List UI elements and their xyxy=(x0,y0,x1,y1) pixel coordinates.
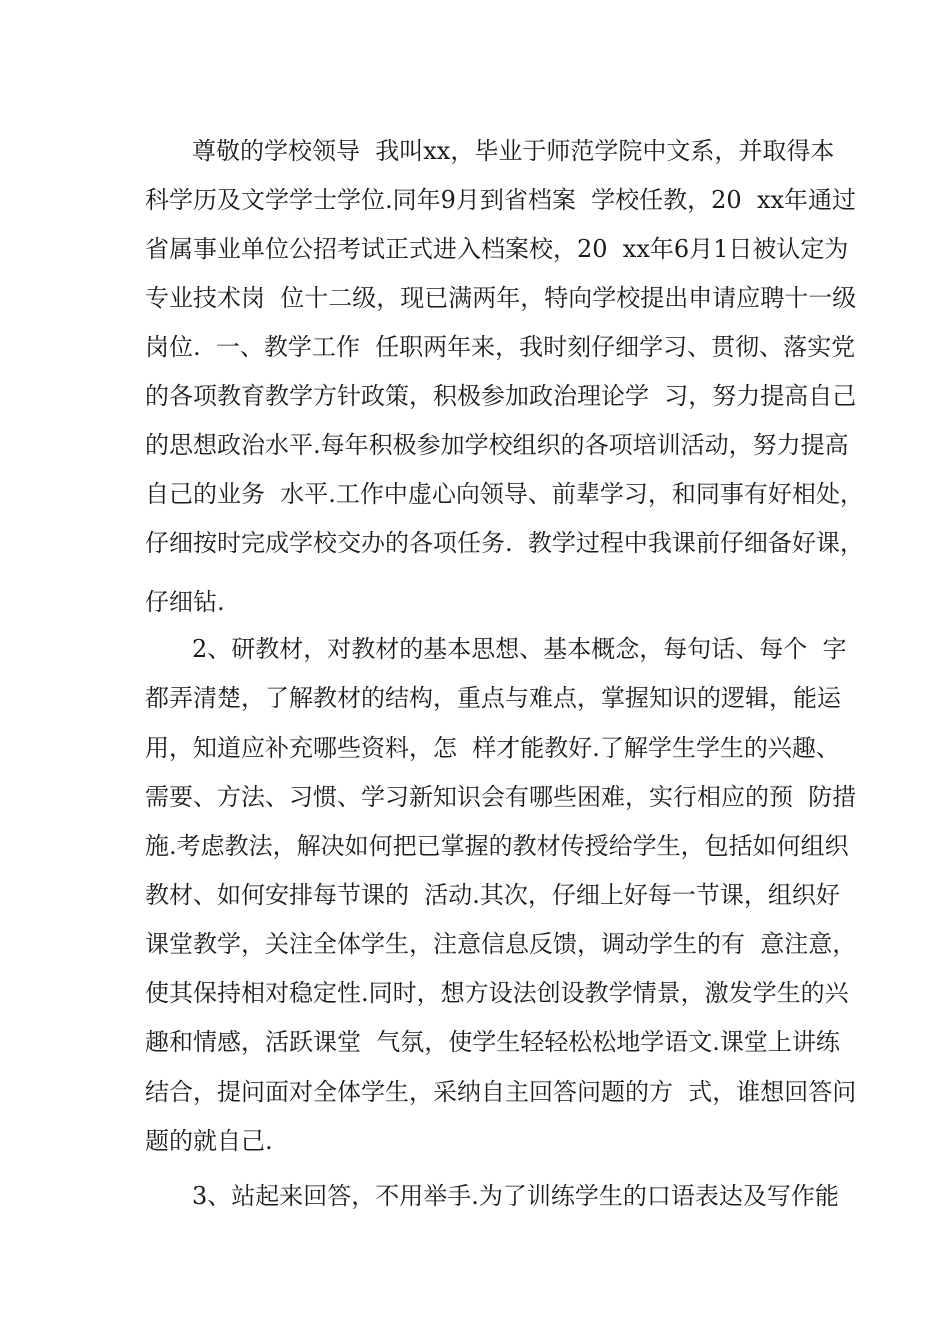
text-line: 的各项教育教学方针政策，积极参加政治理论学 习，努力提高自己 xyxy=(145,382,857,410)
text-line: 题的就自己. xyxy=(145,1127,273,1155)
text-line: 岗位. 一、教学工作 任职两年来，我时刻仔细学习、贯彻、落实党 xyxy=(145,333,856,361)
text-line: 2、研教材，对教材的基本思想、基本概念，每句话、每个 字 xyxy=(192,635,847,663)
text-line: 的思想政治水平.每年积极参加学校组织的各项培训活动，努力提高 xyxy=(145,431,849,459)
text-line: 教材、如何安排每节课的 活动.其次，仔细上好每一节课，组织好 xyxy=(145,881,840,909)
text-line: 3、站起来回答，不用举手.为了训练学生的口语表达及写作能 xyxy=(192,1182,839,1210)
text-line: 仔细按时完成学校交办的各项任务. 教学过程中我课前仔细备好课， xyxy=(145,529,864,557)
text-line: 使其保持相对稳定性.同时，想方设法创设教学情景，激发学生的兴 xyxy=(145,979,849,1007)
text-line: 结合，提问面对全体学生，采纳自主回答问题的方 式，谁想回答问 xyxy=(145,1078,857,1106)
text-line: 尊敬的学校领导 我叫xx，毕业于师范学院中文系，并取得本 xyxy=(192,137,835,165)
text-line: 用，知道应补充哪些资料，怎 样才能教好.了解学生学生的兴趣、 xyxy=(145,734,840,762)
text-line: 趣和情感，活跃课堂 气氛，使学生轻轻松松地学语文.课堂上讲练 xyxy=(145,1028,840,1056)
text-line: 仔细钻. xyxy=(145,588,225,616)
text-line: 科学历及文学学士学位.同年9月到省档案 学校任教，20 xx年通过 xyxy=(145,186,857,214)
text-line: 专业技术岗 位十二级，现已满两年，特向学校提出申请应聘十一级 xyxy=(145,284,857,312)
text-line: 都弄清楚，了解教材的结构，重点与难点，掌握知识的逻辑，能运 xyxy=(145,684,841,712)
text-line: 省属事业单位公招考试正式进入档案校，20 xx年6月1日被认定为 xyxy=(145,235,849,263)
text-line: 施.考虑教法，解决如何把已掌握的教材传授给学生，包括如何组织 xyxy=(145,832,849,860)
text-line: 需要、方法、习惯、学习新知识会有哪些困难，实行相应的预 防措 xyxy=(145,783,857,811)
text-line: 自己的业务 水平.工作中虚心向领导、前辈学习，和同事有好相处， xyxy=(145,480,864,508)
text-line: 课堂教学，关注全体学生，注意信息反馈，调动学生的有 意注意， xyxy=(145,930,857,958)
